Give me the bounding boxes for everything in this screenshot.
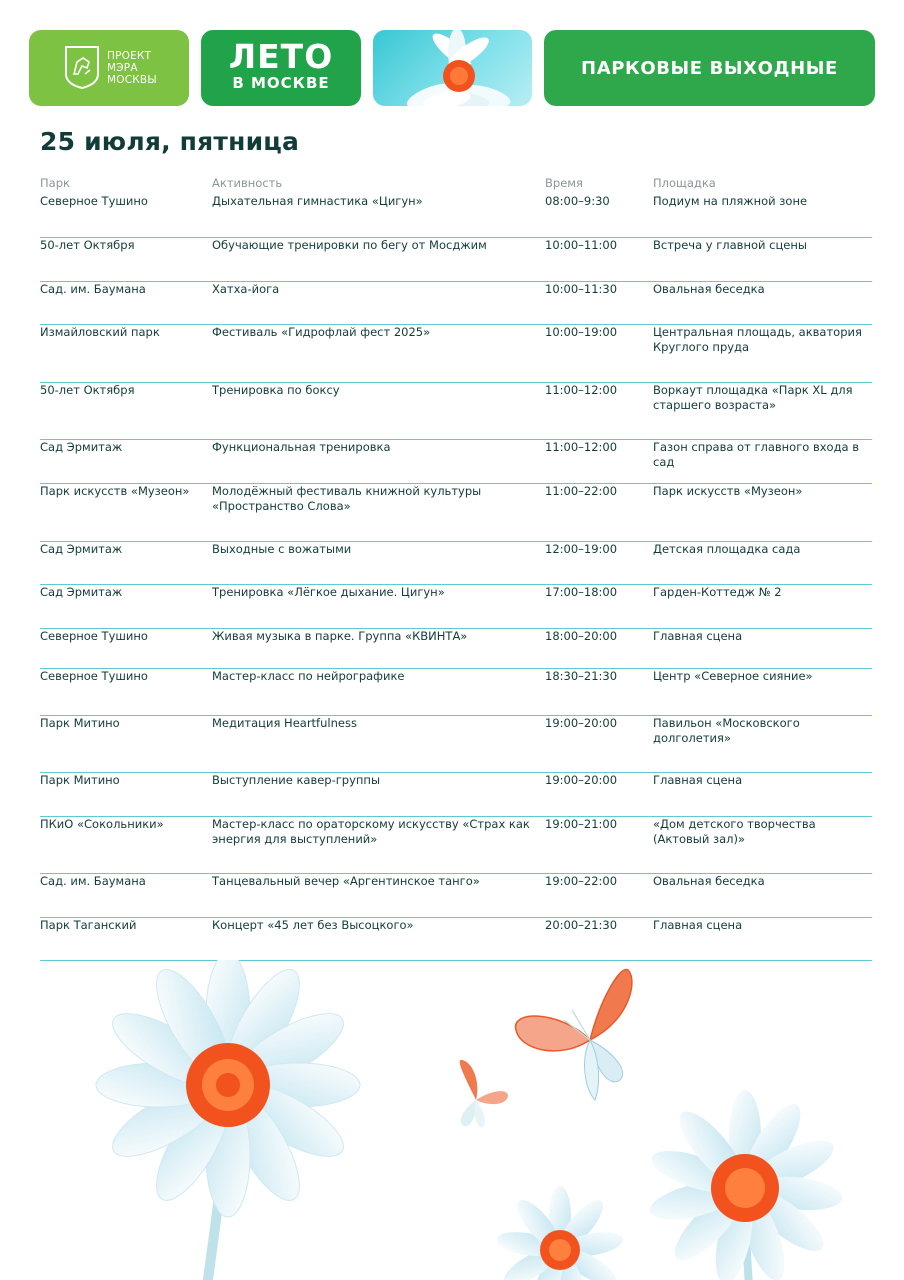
row-time: 08:00–9:30 [545,194,610,208]
program-title-badge [544,30,875,106]
table-row [40,773,872,817]
row-activity: Концерт «45 лет без Высоцкого» [212,918,414,932]
butterfly-small-icon [460,1060,508,1128]
row-park: Северное Тушино [40,194,148,208]
mayor-line-1: ПРОЕКТ [107,50,152,62]
row-activity: Тренировка «Лёгкое дыхание. Цигун» [212,585,445,599]
row-time: 19:00–21:00 [545,817,618,831]
table-row [40,629,872,669]
table-row [40,484,872,542]
column-header-time: Время [545,176,583,190]
row-park: Парк Таганский [40,918,137,932]
leto-v-moskve-logo [201,30,361,106]
row-park: Измайловский парк [40,325,160,339]
row-time: 11:00–12:00 [545,383,618,397]
row-venue: Центр «Северное сияние» [653,669,813,683]
row-venue: Встреча у главной сцены [653,238,807,252]
moscow-coat-of-arms-icon [63,44,101,90]
row-venue: Главная сцена [653,773,743,787]
schedule-table [40,172,872,961]
row-time: 10:00–19:00 [545,325,618,339]
header-banner [29,30,875,106]
program-title: ПАРКОВЫЕ ВЫХОДНЫЕ [581,57,838,79]
row-time: 10:00–11:30 [545,282,618,296]
row-park: Сад Эрмитаж [40,440,123,454]
row-venue: Парк искусств «Музеон» [653,484,803,498]
table-row [40,669,872,716]
table-row [40,716,872,773]
mayor-line-3: МОСКВЫ [107,74,157,86]
row-activity: Дыхательная гимнастика «Цигун» [212,194,423,208]
row-park: Сад. им. Баумана [40,282,146,296]
row-park: Сад Эрмитаж [40,585,123,599]
row-venue: Центральная площадь, акватория Круглого пруда [653,325,862,354]
table-row [40,542,872,585]
table-header [40,172,872,194]
table-row [40,817,872,874]
row-activity: Фестиваль «Гидрофлай фест 2025» [212,325,431,339]
row-activity: Хатха-йога [212,282,280,296]
row-venue: Овальная беседка [653,874,765,888]
header-flower-tile [373,30,532,106]
row-park: Парк искусств «Музеон» [40,484,190,498]
table-row [40,585,872,629]
row-activity: Живая музыка в парке. Группа «КВИНТА» [212,629,468,643]
row-time: 20:00–21:30 [545,918,618,932]
row-venue: Детская площадка сада [653,542,801,556]
row-time: 10:00–11:00 [545,238,618,252]
row-activity: Мастер-класс по ораторскому искусству «Страх как энергия для выступлений» [212,817,530,846]
row-venue: Главная сцена [653,629,743,643]
row-park: Северное Тушино [40,629,148,643]
row-activity: Выступление кавер-группы [212,773,381,787]
row-time: 12:00–19:00 [545,542,618,556]
row-time: 11:00–22:00 [545,484,618,498]
leto-title: ЛЕТО [228,37,334,76]
table-row [40,194,872,238]
row-venue: Гарден-Коттедж № 2 [653,585,782,599]
small-daisy-icon [495,1186,625,1280]
table-body [40,194,872,961]
column-header-activity: Активность [212,176,283,190]
table-row [40,440,872,484]
row-activity: Обучающие тренировки по бегу от Мосджим [212,238,487,252]
row-park: Парк Митино [40,773,120,787]
row-activity: Танцевальный вечер «Аргентинское танго» [212,874,480,888]
decorative-flowers [0,960,904,1280]
daisy-icon [373,30,532,106]
table-row [40,238,872,282]
row-activity: Молодёжный фестиваль книжной культуры «Пространство Слова» [212,484,482,513]
row-venue: Подиум на пляжной зоне [653,194,808,208]
row-venue: Павильон «Московского долголетия» [653,716,800,745]
row-activity: Тренировка по боксу [212,383,340,397]
table-row [40,874,872,918]
table-row [40,918,872,961]
row-park: Сад. им. Баумана [40,874,146,888]
row-activity: Выходные с вожатыми [212,542,352,556]
row-park: Северное Тушино [40,669,148,683]
row-park: ПКиО «Сокольники» [40,817,164,831]
row-park: 50-лет Октября [40,383,135,397]
row-activity: Медитация Heartfulness [212,716,357,730]
row-park: 50-лет Октября [40,238,135,252]
row-time: 17:00–18:00 [545,585,618,599]
row-venue: Газон справа от главного входа в сад [653,440,860,469]
mayor-line-2: МЭРА [107,62,138,74]
table-row [40,383,872,440]
row-time: 19:00–20:00 [545,773,618,787]
row-activity: Мастер-класс по нейрографике [212,669,405,683]
table-row [40,282,872,325]
row-park: Парк Митино [40,716,120,730]
column-header-park: Парк [40,176,70,190]
right-daisy-icon [646,1090,844,1280]
mayor-project-badge [29,30,189,106]
table-row [40,325,872,383]
butterfly-large-icon [516,970,632,1100]
row-venue: Главная сцена [653,918,743,932]
row-time: 11:00–12:00 [545,440,618,454]
row-venue: Воркаут площадка «Парк XL для старшего возраста» [653,383,853,412]
mayor-project-text [107,50,157,86]
page-title: 25 июля, пятница [40,127,300,156]
row-time: 18:30–21:30 [545,669,618,683]
column-header-venue: Площадка [653,176,716,190]
row-venue: «Дом детского творчества (Актовый зал)» [653,817,816,846]
row-time: 19:00–20:00 [545,716,618,730]
row-venue: Овальная беседка [653,282,765,296]
row-time: 18:00–20:00 [545,629,618,643]
row-park: Сад Эрмитаж [40,542,123,556]
large-daisy-icon [96,960,360,1280]
row-activity: Функциональная тренировка [212,440,391,454]
leto-subtitle: В МОСКВЕ [232,74,330,92]
row-time: 19:00–22:00 [545,874,618,888]
